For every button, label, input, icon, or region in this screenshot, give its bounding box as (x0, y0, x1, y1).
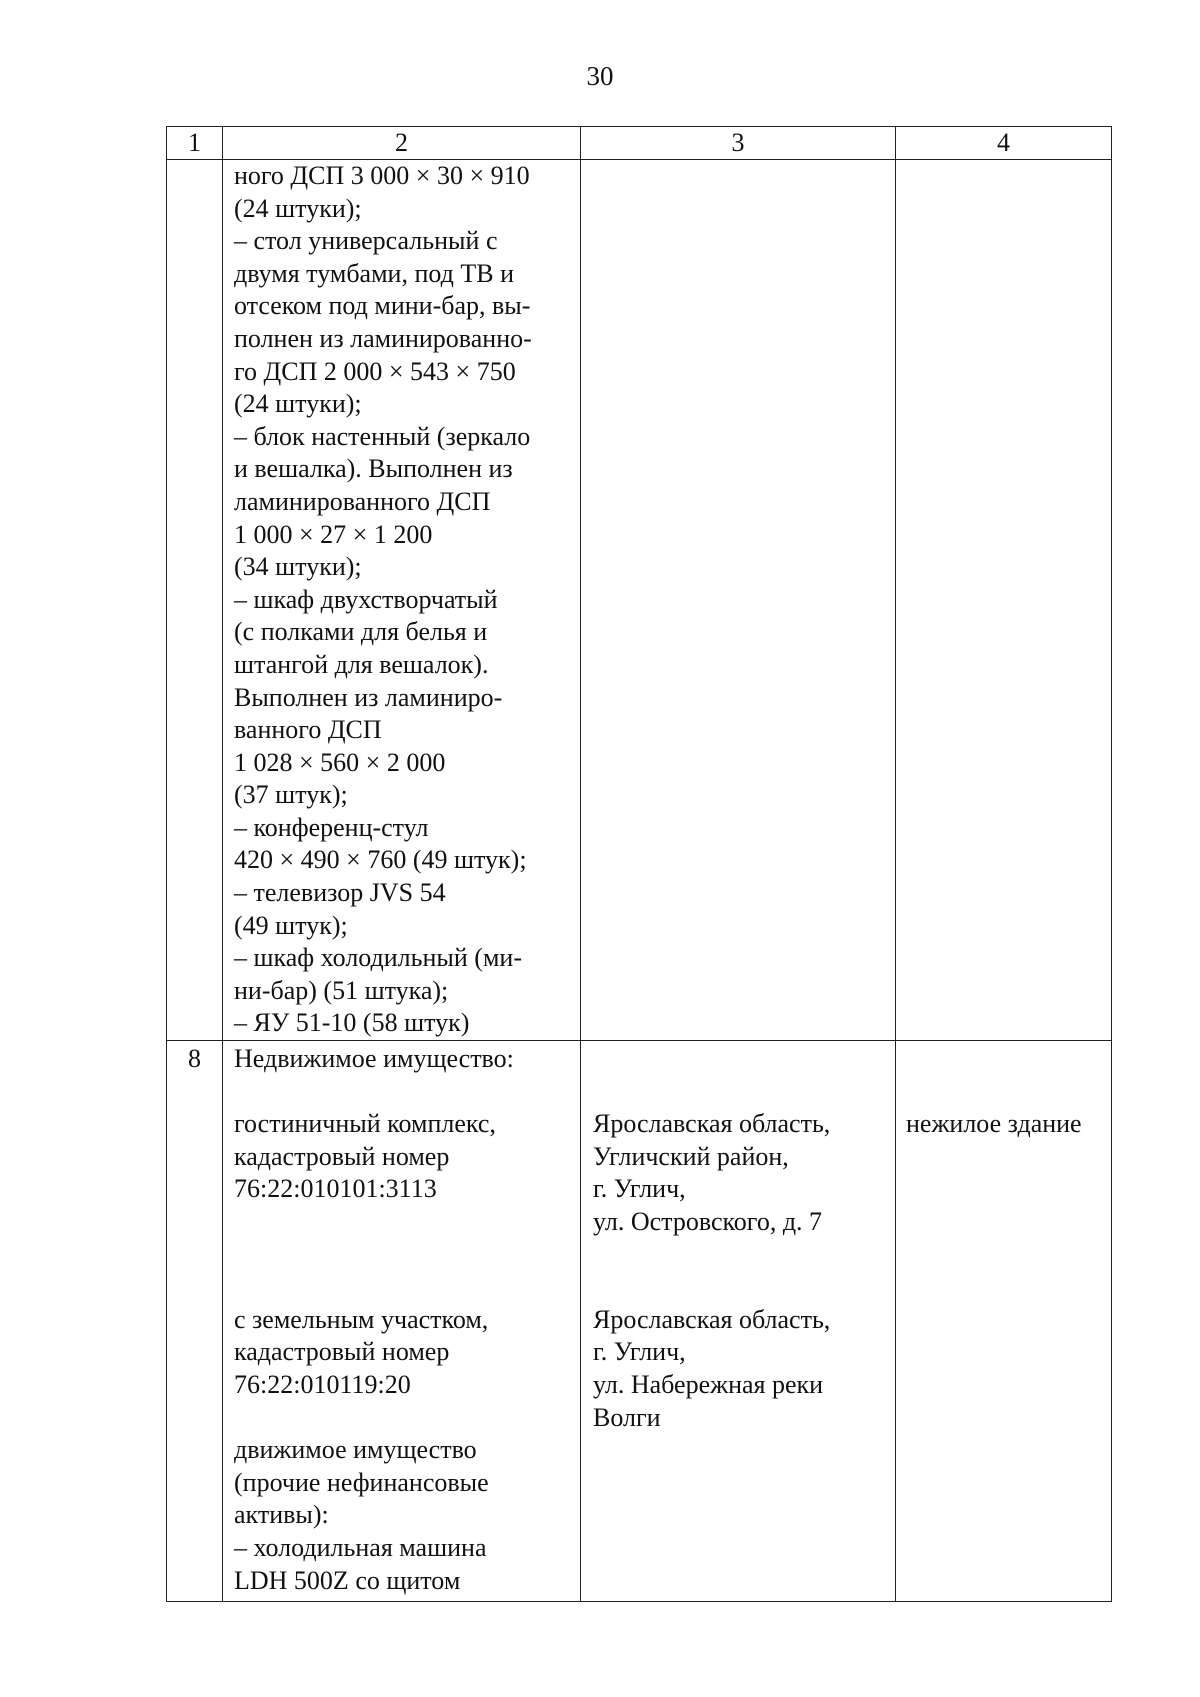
text-line: 76:22:010119:20 (234, 1369, 411, 1399)
header-col-4: 4 (896, 127, 1112, 160)
address-lines (581, 1041, 895, 1438)
text-line (593, 1043, 891, 1076)
text-line: Угличский район, (593, 1141, 789, 1171)
text-line: и вешалка). Выполнен из (234, 454, 513, 484)
text-line: 76:22:010101:3113 (234, 1174, 437, 1204)
property-table (166, 126, 1112, 1602)
text-line: – стол универсальный с (234, 226, 498, 256)
text-line: ул. Набережная реки (593, 1369, 824, 1399)
text-line: нежилое здание (906, 1109, 1082, 1139)
text-line: (34 штуки); (234, 552, 362, 582)
address-cell (581, 160, 896, 1041)
address-lines (581, 160, 895, 1040)
text-line: – телевизор JVS 54 (234, 878, 446, 908)
text-line: – блок настенный (зеркало (234, 421, 531, 451)
text-line: 1 000 × 27 × 1 200 (234, 519, 433, 549)
table-row-8 (167, 1041, 1112, 1602)
header-col-2: 2 (223, 127, 581, 160)
text-line: отсеком под мини-бар, вы- (234, 291, 531, 321)
text-line: Ярославская область, (593, 1304, 831, 1334)
text-line: полнен из ламинированно- (234, 323, 532, 353)
table-row-continued (167, 160, 1112, 1041)
type-cell (896, 1041, 1112, 1602)
text-line: г. Углич, (593, 1174, 686, 1204)
text-line: (49 штук); (234, 910, 348, 940)
text-line: Недвижимое имущество: (234, 1044, 514, 1073)
text-line (906, 1043, 1107, 1076)
description-lines (223, 160, 580, 1040)
text-line: LDH 500Z со щитом (234, 1565, 461, 1595)
header-col-1: 1 (167, 127, 223, 160)
text-line: двумя тумбами, под ТВ и (234, 258, 514, 288)
page-number: 30 (586, 61, 614, 91)
text-line: (прочие нефинансовые (234, 1467, 489, 1497)
text-line (234, 1076, 576, 1109)
text-line: – холодильная машина (234, 1532, 487, 1562)
address-cell (581, 1041, 896, 1602)
description-cell (223, 160, 581, 1041)
text-line: с земельным участком, (234, 1304, 489, 1334)
text-line: го ДСП 2 000 × 543 × 750 (234, 356, 516, 386)
text-line: Выполнен из ламиниро- (234, 682, 503, 712)
text-line (234, 1206, 576, 1239)
text-line: движимое имущество (234, 1435, 477, 1465)
text-line: ни-бар) (51 штука); (234, 975, 449, 1005)
text-line: ул. Островского, д. 7 (593, 1206, 823, 1236)
table-header-row (167, 127, 1112, 160)
text-line: ламинированного ДСП (234, 486, 491, 516)
text-line: Волги (593, 1402, 661, 1432)
text-line: – шкаф двухстворчатый (234, 584, 498, 614)
text-line (593, 1271, 891, 1304)
text-line (906, 1076, 1107, 1109)
type-lines (896, 1041, 1111, 1145)
text-line: 420 × 490 × 760 (49 штук); (234, 845, 527, 875)
text-line (234, 1239, 576, 1272)
text-line (593, 1076, 891, 1109)
text-line: (37 штук); (234, 780, 348, 810)
text-line: (с полками для белья и (234, 617, 488, 647)
text-line: ванного ДСП (234, 715, 382, 745)
text-line: 1 028 × 560 × 2 000 (234, 747, 446, 777)
text-line: штангой для вешалок). (234, 649, 489, 679)
text-line: ного ДСП 3 000 × 30 × 910 (234, 161, 530, 190)
description-cell (223, 1041, 581, 1602)
text-line: – конференц-стул (234, 812, 429, 842)
text-line: активы): (234, 1500, 329, 1530)
text-line: кадастровый номер (234, 1141, 450, 1171)
row-number-cell: 8 (167, 1041, 223, 1602)
text-line: гостиничный комплекс, (234, 1109, 496, 1139)
header-col-3: 3 (581, 127, 896, 160)
text-line: кадастровый номер (234, 1337, 450, 1367)
type-cell (896, 160, 1112, 1041)
text-line: – шкаф холодильный (ми- (234, 943, 522, 973)
description-lines (223, 1041, 580, 1601)
text-line: – ЯУ 51-10 (58 штук) (234, 1008, 470, 1038)
text-line: Ярославская область, (593, 1109, 831, 1139)
text-line: (24 штуки); (234, 389, 362, 419)
type-lines (896, 160, 1111, 1040)
text-line (593, 1239, 891, 1272)
text-line (234, 1402, 576, 1435)
row-number-cell (167, 160, 223, 1041)
text-line: (24 штуки); (234, 193, 362, 223)
text-line (234, 1271, 576, 1304)
text-line: г. Углич, (593, 1337, 686, 1367)
